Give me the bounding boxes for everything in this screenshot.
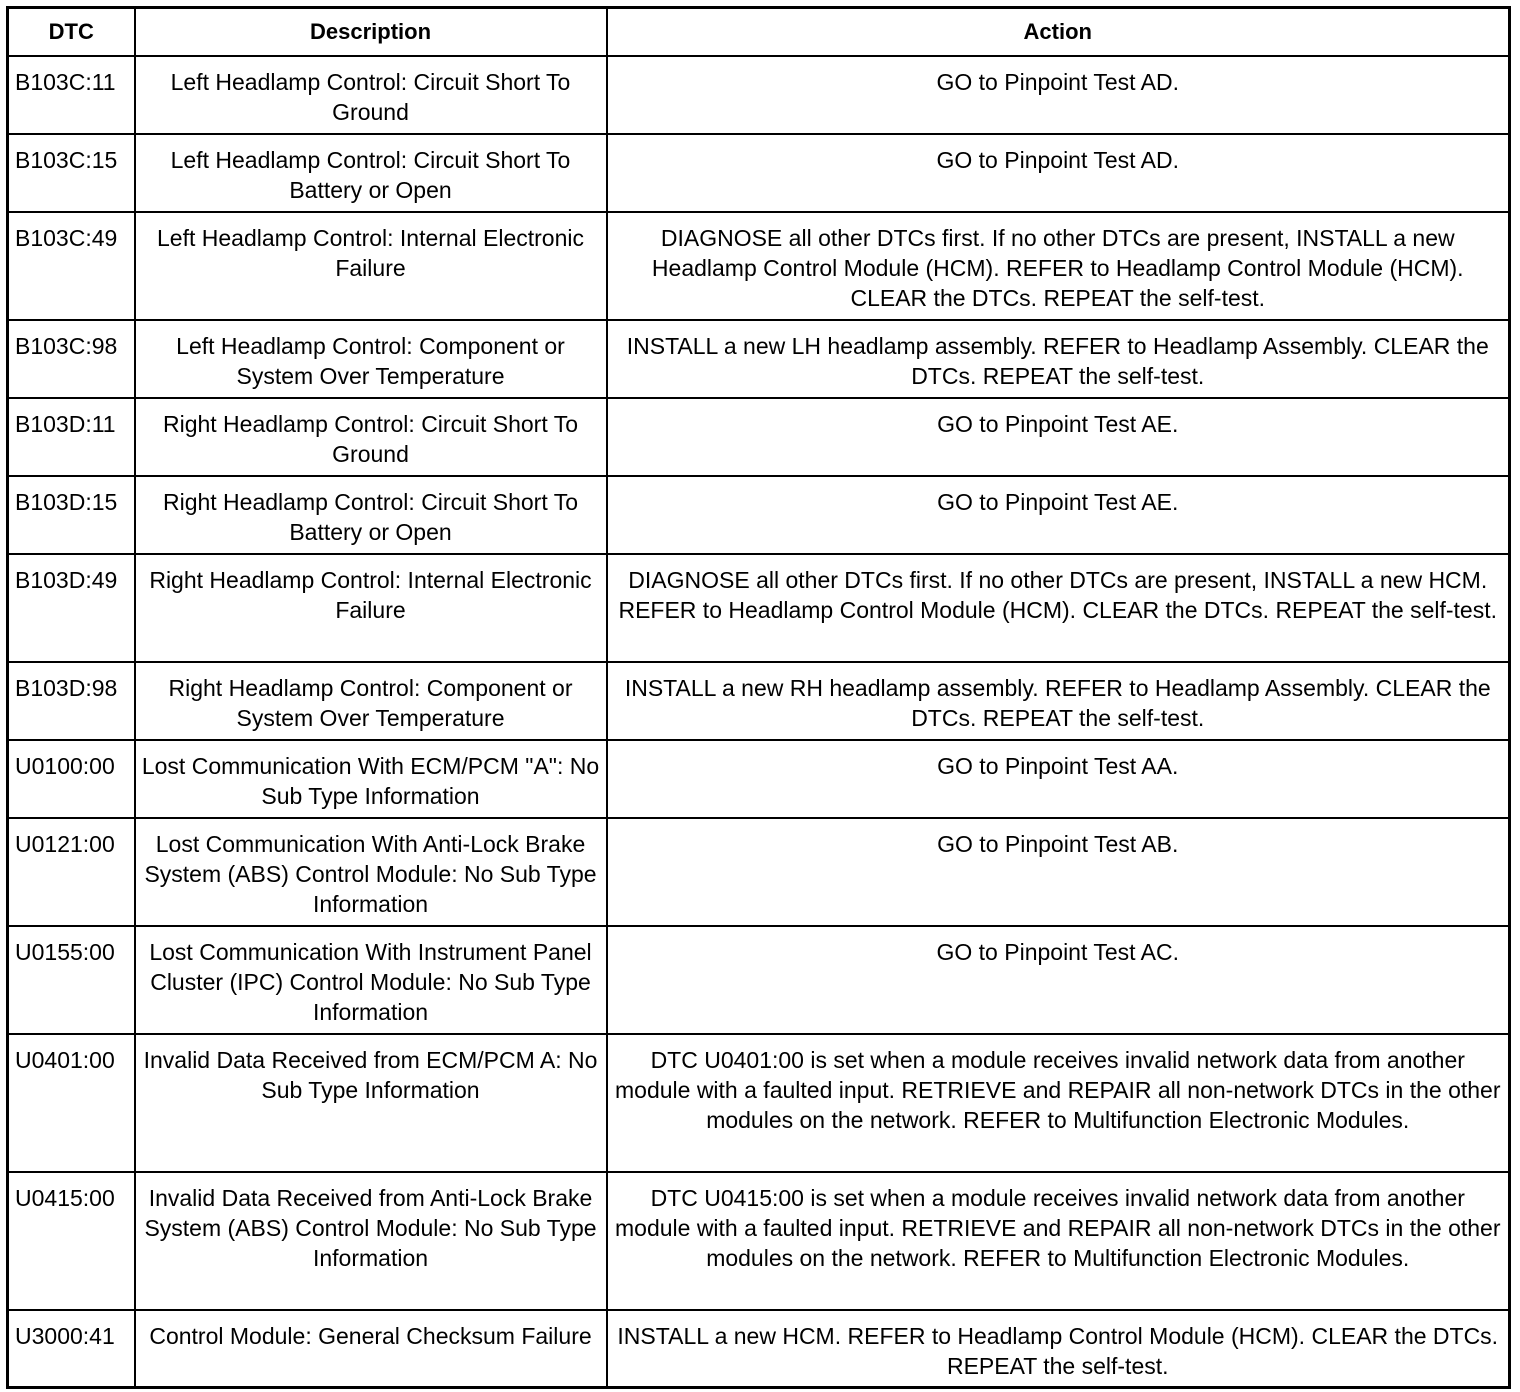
- dtc-action: INSTALL a new HCM. REFER to Headlamp Control Module (HCM). CLEAR the DTCs. REPEAT the self-test.: [607, 1310, 1510, 1388]
- dtc-action: GO to Pinpoint Test AB.: [607, 818, 1510, 926]
- dtc-description: Invalid Data Received from ECM/PCM A: No Sub Type Information: [135, 1034, 607, 1172]
- header-action: Action: [607, 8, 1510, 56]
- dtc-action: DTC U0401:00 is set when a module receives invalid network data from another module with a faulted input. RETRIEVE and REPAIR all non-network DTCs in the other modules on the network. REFER to Multifunction Electronic Modules.: [607, 1034, 1510, 1172]
- table-row: [8, 740, 1510, 818]
- dtc-action: INSTALL a new LH headlamp assembly. REFER to Headlamp Assembly. CLEAR the DTCs. REPEAT the self-test.: [607, 320, 1510, 398]
- dtc-description: Control Module: General Checksum Failure: [135, 1310, 607, 1388]
- dtc-action: DIAGNOSE all other DTCs first. If no other DTCs are present, INSTALL a new HCM. REFER to Headlamp Control Module (HCM). CLEAR the DTCs. REPEAT the self-test.: [607, 554, 1510, 662]
- dtc-code: B103D:49: [8, 554, 135, 662]
- table-row: [8, 554, 1510, 662]
- dtc-description: Right Headlamp Control: Component or System Over Temperature: [135, 662, 607, 740]
- table-row: [8, 398, 1510, 476]
- header-dtc: DTC: [8, 8, 135, 56]
- dtc-description: Left Headlamp Control: Component or System Over Temperature: [135, 320, 607, 398]
- dtc-code: B103D:15: [8, 476, 135, 554]
- dtc-action: DTC U0415:00 is set when a module receives invalid network data from another module with a faulted input. RETRIEVE and REPAIR all non-network DTCs in the other modules on the network. REFER to Multifunction Electronic Modules.: [607, 1172, 1510, 1310]
- dtc-code: U3000:41: [8, 1310, 135, 1388]
- dtc-action: GO to Pinpoint Test AE.: [607, 398, 1510, 476]
- table-row: [8, 1034, 1510, 1172]
- table-row: [8, 818, 1510, 926]
- table-row: [8, 134, 1510, 212]
- dtc-description: Invalid Data Received from Anti-Lock Brake System (ABS) Control Module: No Sub Type Information: [135, 1172, 607, 1310]
- dtc-action: DIAGNOSE all other DTCs first. If no other DTCs are present, INSTALL a new Headlamp Control Module (HCM). REFER to Headlamp Control Module (HCM). CLEAR the DTCs. REPEAT the self-test.: [607, 212, 1510, 320]
- dtc-action: GO to Pinpoint Test AA.: [607, 740, 1510, 818]
- table-row: [8, 320, 1510, 398]
- dtc-description: Right Headlamp Control: Circuit Short To Battery or Open: [135, 476, 607, 554]
- dtc-description: Left Headlamp Control: Internal Electronic Failure: [135, 212, 607, 320]
- dtc-code: U0121:00: [8, 818, 135, 926]
- table-row: [8, 56, 1510, 134]
- header-description: Description: [135, 8, 607, 56]
- dtc-code: B103C:98: [8, 320, 135, 398]
- dtc-table: [6, 6, 1511, 1389]
- dtc-description: Right Headlamp Control: Internal Electronic Failure: [135, 554, 607, 662]
- dtc-description: Lost Communication With Anti-Lock Brake System (ABS) Control Module: No Sub Type Information: [135, 818, 607, 926]
- dtc-description: Lost Communication With ECM/PCM "A": No Sub Type Information: [135, 740, 607, 818]
- table-row: [8, 1310, 1510, 1388]
- dtc-description: Left Headlamp Control: Circuit Short To Battery or Open: [135, 134, 607, 212]
- table-row: [8, 476, 1510, 554]
- table-row: [8, 212, 1510, 320]
- dtc-code: B103D:11: [8, 398, 135, 476]
- table-row: [8, 926, 1510, 1034]
- dtc-code: B103C:11: [8, 56, 135, 134]
- dtc-action: GO to Pinpoint Test AE.: [607, 476, 1510, 554]
- dtc-description: Lost Communication With Instrument Panel Cluster (IPC) Control Module: No Sub Type Information: [135, 926, 607, 1034]
- dtc-action: GO to Pinpoint Test AD.: [607, 134, 1510, 212]
- dtc-code: U0415:00: [8, 1172, 135, 1310]
- dtc-action: INSTALL a new RH headlamp assembly. REFER to Headlamp Assembly. CLEAR the DTCs. REPEAT the self-test.: [607, 662, 1510, 740]
- dtc-code: U0100:00: [8, 740, 135, 818]
- header-row: [8, 8, 1510, 56]
- table-row: [8, 662, 1510, 740]
- dtc-action: GO to Pinpoint Test AD.: [607, 56, 1510, 134]
- dtc-description: Right Headlamp Control: Circuit Short To Ground: [135, 398, 607, 476]
- dtc-code: U0401:00: [8, 1034, 135, 1172]
- table-row: [8, 1172, 1510, 1310]
- dtc-action: GO to Pinpoint Test AC.: [607, 926, 1510, 1034]
- dtc-code: U0155:00: [8, 926, 135, 1034]
- dtc-code: B103D:98: [8, 662, 135, 740]
- dtc-code: B103C:15: [8, 134, 135, 212]
- dtc-description: Left Headlamp Control: Circuit Short To Ground: [135, 56, 607, 134]
- dtc-code: B103C:49: [8, 212, 135, 320]
